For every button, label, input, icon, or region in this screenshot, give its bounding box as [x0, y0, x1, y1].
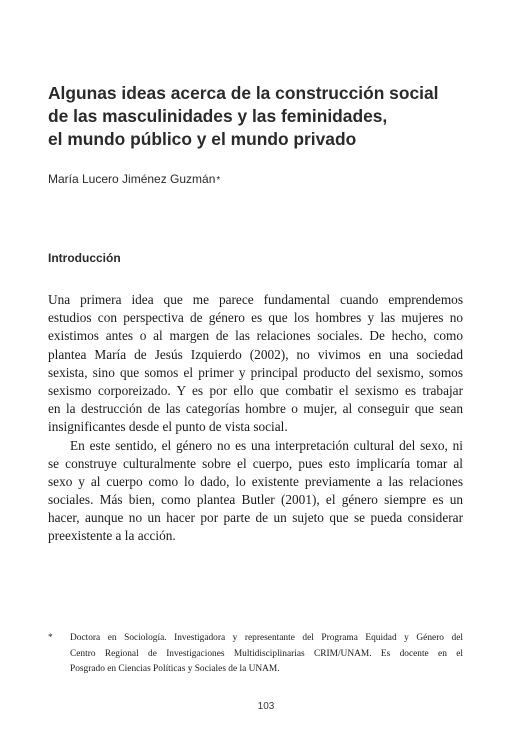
- footnote-marker: *: [48, 633, 53, 643]
- article-title: [48, 82, 488, 151]
- text-line: En este sentido, el género no es una interpretación cultural del sexo, ni: [70, 437, 463, 453]
- author-byline: [48, 172, 220, 186]
- text-line: sexista, sino que somos el primer y principal producto del sexismo, somos: [48, 364, 463, 380]
- text-line: existimos antes o al margen de las relaciones sociales. De hecho, como: [48, 328, 463, 344]
- footnote-text: [70, 631, 463, 678]
- footnote-line: Doctora en Sociología. Investigadora y representante del Programa Equidad y Género del: [70, 633, 463, 643]
- body-text: [48, 291, 463, 546]
- text-line: estudios con perspectiva de género es que los hombres y las mujeres no: [48, 310, 463, 326]
- text-line: plantea María de Jesús Izquierdo (2002), no vivimos en una sociedad: [48, 346, 463, 362]
- text-line: Una primera idea que me parece fundamental cuando emprendemos: [48, 292, 463, 307]
- page-number: 103: [257, 701, 275, 712]
- text-line: sexo y al cuerpo como lo dado, lo existente previamente a las relaciones: [48, 473, 463, 489]
- text-line: sexismo corporeizado. Y es por ello que combatir el sexismo es trabajar: [48, 382, 463, 398]
- text-line: en la destrucción de las categorías hombre o mujer, al conseguir que sean: [48, 401, 463, 417]
- text-line: hacer, aunque no un hacer por parte de un sujeto que se pueda considerar: [48, 510, 463, 526]
- footnote-line: Posgrado en Ciencias Políticas y Sociales de la UNAM.: [70, 664, 280, 674]
- footnote-line: Centro Regional de Investigaciones Multidisciplinarias CRIM/UNAM. Es docente en el: [70, 648, 463, 659]
- footnote: [48, 631, 463, 678]
- text-line: insignificantes desde el punto de vista social.: [48, 419, 288, 435]
- paragraph-1: [48, 291, 463, 437]
- author-footnote-mark: *: [216, 175, 221, 186]
- section-heading: Introducción: [48, 251, 121, 265]
- text-line: sociales. Más bien, como plantea Butler (2001), el género siempre es un: [48, 492, 463, 508]
- title-line: de las masculinidades y las feminidades,: [48, 106, 388, 126]
- paragraph-2: [48, 437, 463, 546]
- text-line: se construye culturalmente sobre el cuerpo, pues esto implicaría tomar al: [48, 455, 463, 471]
- text-line: preexistente a la acción.: [48, 528, 176, 544]
- title-line: el mundo público y el mundo privado: [48, 129, 357, 149]
- author-name: María Lucero Jiménez Guzmán: [48, 172, 216, 186]
- title-line: Algunas ideas acerca de la construcción social: [48, 83, 439, 103]
